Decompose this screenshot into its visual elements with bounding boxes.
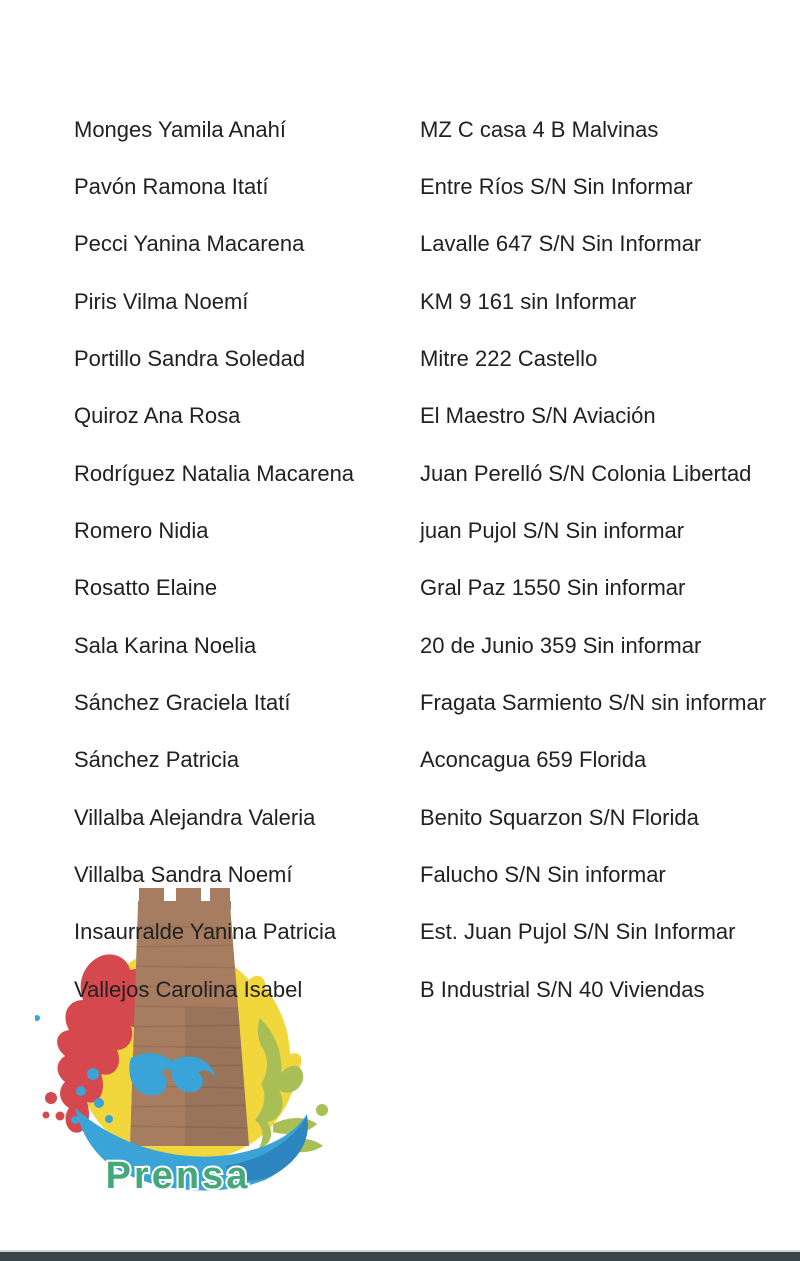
address-cell: Fragata Sarmiento S/N sin informar xyxy=(420,690,767,716)
teal-speck xyxy=(35,1015,40,1021)
table-row xyxy=(74,560,800,617)
name-cell: Rodríguez Natalia Macarena xyxy=(74,460,355,486)
green-dot xyxy=(316,1104,328,1116)
address-cell: Benito Squarzon S/N Florida xyxy=(420,804,699,830)
address-cell: Mitre 222 Castello xyxy=(420,346,598,372)
address-cell: Entre Ríos S/N Sin Informar xyxy=(420,174,693,200)
table-row xyxy=(74,388,800,445)
table-row xyxy=(74,846,800,903)
red-droplet xyxy=(45,1092,57,1104)
name-cell: Piris Vilma Noemí xyxy=(74,288,249,314)
address-cell: Aconcagua 659 Florida xyxy=(420,747,647,773)
table-row xyxy=(74,101,800,158)
address-cell: KM 9 161 sin Informar xyxy=(420,288,637,314)
water-droplet xyxy=(105,1115,113,1123)
table-row xyxy=(74,617,800,674)
address-cell: Falucho S/N Sin informar xyxy=(420,862,666,888)
name-cell: Insaurralde Yanina Patricia xyxy=(74,919,337,945)
name-cell: Villalba Alejandra Valeria xyxy=(74,804,316,830)
table-row xyxy=(74,273,800,330)
brand-text: Prensa xyxy=(105,1155,251,1195)
table-row xyxy=(74,445,800,502)
table-row xyxy=(74,330,800,387)
address-cell: Gral Paz 1550 Sin informar xyxy=(420,575,686,601)
name-cell: Monges Yamila Anahí xyxy=(74,116,286,142)
table-row xyxy=(74,502,800,559)
address-cell: 20 de Junio 359 Sin informar xyxy=(420,632,702,658)
bottom-letterbox-bar xyxy=(0,1250,800,1261)
name-cell: Sánchez Patricia xyxy=(74,747,240,773)
table-row xyxy=(74,732,800,789)
name-cell: Quiroz Ana Rosa xyxy=(74,403,241,429)
table-row xyxy=(74,789,800,846)
name-cell: Sánchez Graciela Itatí xyxy=(74,690,291,716)
name-cell: Villalba Sandra Noemí xyxy=(74,862,293,888)
water-droplet xyxy=(87,1068,99,1080)
address-cell: B Industrial S/N 40 Viviendas xyxy=(420,976,705,1002)
name-cell: Pavón Ramona Itatí xyxy=(74,174,269,200)
table-row xyxy=(74,158,800,215)
name-cell: Romero Nidia xyxy=(74,518,209,544)
name-cell: Vallejos Carolina Isabel xyxy=(74,976,303,1002)
name-cell: Sala Karina Noelia xyxy=(74,632,257,658)
table-row xyxy=(74,674,800,731)
name-cell: Rosatto Elaine xyxy=(74,575,218,601)
water-droplet xyxy=(71,1116,79,1124)
red-droplet xyxy=(56,1112,65,1121)
table-row xyxy=(74,216,800,273)
water-droplet xyxy=(76,1086,86,1096)
name-cell: Pecci Yanina Macarena xyxy=(74,231,305,257)
address-cell: Lavalle 647 S/N Sin Informar xyxy=(420,231,702,257)
table-row xyxy=(74,904,800,961)
address-cell: juan Pujol S/N Sin informar xyxy=(420,518,685,544)
address-cell: El Maestro S/N Aviación xyxy=(420,403,656,429)
name-cell: Portillo Sandra Soledad xyxy=(74,346,306,372)
records-list xyxy=(74,101,800,1019)
table-row xyxy=(74,961,800,1018)
red-droplet xyxy=(43,1112,50,1119)
water-droplet xyxy=(94,1098,104,1108)
address-cell: MZ C casa 4 B Malvinas xyxy=(420,116,659,142)
address-cell: Est. Juan Pujol S/N Sin Informar xyxy=(420,919,736,945)
address-cell: Juan Perelló S/N Colonia Libertad xyxy=(420,460,752,486)
